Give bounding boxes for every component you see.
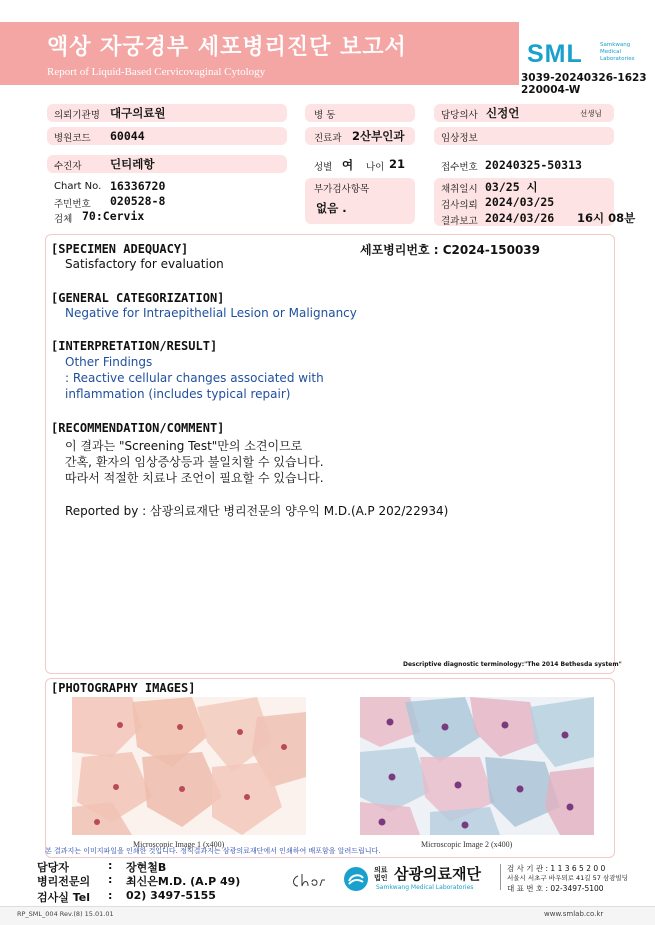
dept-value: 2산부인과 <box>352 129 405 143</box>
microscopic-image-1 <box>72 697 306 835</box>
doctor-label: 담당의사 <box>441 110 478 121</box>
manager-label: 담당자 <box>37 861 69 874</box>
lab-tel-label: 검사실 Tel <box>37 891 90 904</box>
lab-tel-value: 02) 3497-5155 <box>126 889 216 902</box>
chart-value: 16336720 <box>110 179 166 193</box>
collection-value: 03/25 시 <box>485 180 538 194</box>
website: www.smlab.co.kr <box>544 910 604 918</box>
collection-label: 채취일시 <box>441 184 478 195</box>
print-notice: 본 결과지는 이미지파일을 인쇄한 것입니다. 정식결과지는 삼광의료재단에서 인쇄하여 배포함을 알려드립니다. <box>45 847 381 855</box>
sex-value: 여 <box>342 158 354 172</box>
recommendation-line-2: 간혹, 환자의 임상증상등과 불일치할 수 있습니다. <box>65 455 324 469</box>
license-number: 검 사 기 관 : 1 1 3 6 5 2 0 0 <box>507 864 606 873</box>
form-code: RP_SML_004 Rev.(8) 15.01.01 <box>17 910 114 918</box>
result-time-value: 16시 08분 <box>577 211 636 225</box>
pathologist-value: 최신은M.D. (A.P 49) <box>126 875 241 888</box>
recommendation-line-1: 이 결과는 "Screening Test"만의 소견이므로 <box>65 439 303 453</box>
interpretation-line-3: inflammation (includes typical repair) <box>65 387 291 401</box>
terminology-note: Descriptive diagnostic terminology:"The 2014 Bethesda system" <box>403 661 622 668</box>
signature-icon <box>290 872 330 890</box>
manager-colon: : <box>108 859 113 872</box>
dept-label: 진료과 <box>314 133 342 144</box>
general-heading: [GENERAL CATEGORIZATION] <box>51 291 225 305</box>
institution-value: 대구의료원 <box>110 106 166 120</box>
patient-pill <box>47 155 287 173</box>
representative-tel: 대 표 번 호 : 02-3497-5100 <box>507 884 604 893</box>
image-1-caption: Microscopic Image 1 (x400) <box>133 840 225 849</box>
manager-value: 장현철B <box>126 861 167 874</box>
interpretation-line-2: : Reactive cellular changes associated with <box>65 371 324 385</box>
hospital-code-label: 병원코드 <box>54 133 91 144</box>
photo-heading: [PHOTOGRAPHY IMAGES] <box>51 681 196 695</box>
report-code-1: 3039-20240326-1623 <box>521 72 647 84</box>
report-code-2: 220004-W <box>521 84 581 96</box>
specimen-value: 70:Cervix <box>82 209 145 223</box>
lab-tel-colon: : <box>108 889 113 902</box>
result-date-value: 2024/03/26 <box>485 211 555 225</box>
clinical-info-label: 임상정보 <box>441 133 478 144</box>
specimen-label: 검체 <box>54 214 73 225</box>
doctor-value: 신정언 <box>486 106 520 120</box>
recommendation-line-3: 따라서 적절한 치료나 조언이 필요할 수 있습니다. <box>65 471 324 485</box>
result-label: 결과보고 <box>441 216 478 227</box>
report-subtitle: Report of Liquid-Based Cervicovaginal Cytology <box>47 66 266 78</box>
sml-logo-subtext: Samkwang Medical Laboratories <box>600 42 635 62</box>
ward-label: 병 동 <box>314 110 336 121</box>
request-label: 검사의뢰 <box>441 200 478 211</box>
age-value: 21 <box>389 157 406 171</box>
resident-value: 020528-8 <box>110 194 166 208</box>
adequacy-heading: [SPECIMEN ADEQUACY] <box>51 242 189 256</box>
image-2-caption: Microscopic Image 2 (x400) <box>421 840 513 849</box>
reception-value: 20240325-50313 <box>485 158 582 172</box>
pathologist-colon: : <box>108 873 113 886</box>
sex-label: 성별 <box>314 162 333 173</box>
request-value: 2024/03/25 <box>485 195 555 209</box>
additional-label: 부가검사항목 <box>314 184 370 195</box>
reported-by: Reported by : 삼광의료재단 병리전문의 양우익 M.D.(A.P 202/22934) <box>65 504 449 518</box>
foundation-small: 의료 법인 <box>374 866 388 882</box>
recommendation-heading: [RECOMMENDATION/COMMENT] <box>51 421 225 435</box>
interpretation-heading: [INTERPRETATION/RESULT] <box>51 339 218 353</box>
additional-value: 없음 . <box>316 201 347 215</box>
footer-divider <box>500 864 501 890</box>
address: 서울시 서초구 바우뫼로 41길 57 삼광빌딩 <box>507 874 629 882</box>
patient-label: 수진자 <box>54 161 82 172</box>
resident-label: 주민번호 <box>54 199 91 210</box>
sml-logo: SML <box>527 40 583 68</box>
adequacy-text: Satisfactory for evaluation <box>65 257 224 271</box>
reception-label: 접수번호 <box>441 162 478 173</box>
foundation-name: 삼광의료재단 <box>394 865 481 883</box>
institution-label: 의뢰기관명 <box>54 110 100 121</box>
pathology-number: 세포병리번호 : C2024-150039 <box>360 243 540 257</box>
hospital-code-value: 60044 <box>110 129 145 143</box>
report-title: 액상 자궁경부 세포병리진단 보고서 <box>47 35 407 60</box>
general-text: Negative for Intraepithelial Lesion or Malignancy <box>65 306 357 320</box>
microscopic-image-2 <box>360 697 594 835</box>
doctor-title: 선생님 <box>580 109 602 118</box>
foundation-name-en: Samkwang Medical Laboratories <box>376 884 474 891</box>
age-label: 나이 <box>366 162 385 173</box>
chart-label: Chart No. <box>54 181 102 192</box>
foundation-logo-icon <box>343 866 369 892</box>
pathologist-label: 병리전문의 <box>37 875 91 888</box>
interpretation-line-1: Other Findings <box>65 355 153 369</box>
patient-value: 딘티레항 <box>110 157 155 171</box>
